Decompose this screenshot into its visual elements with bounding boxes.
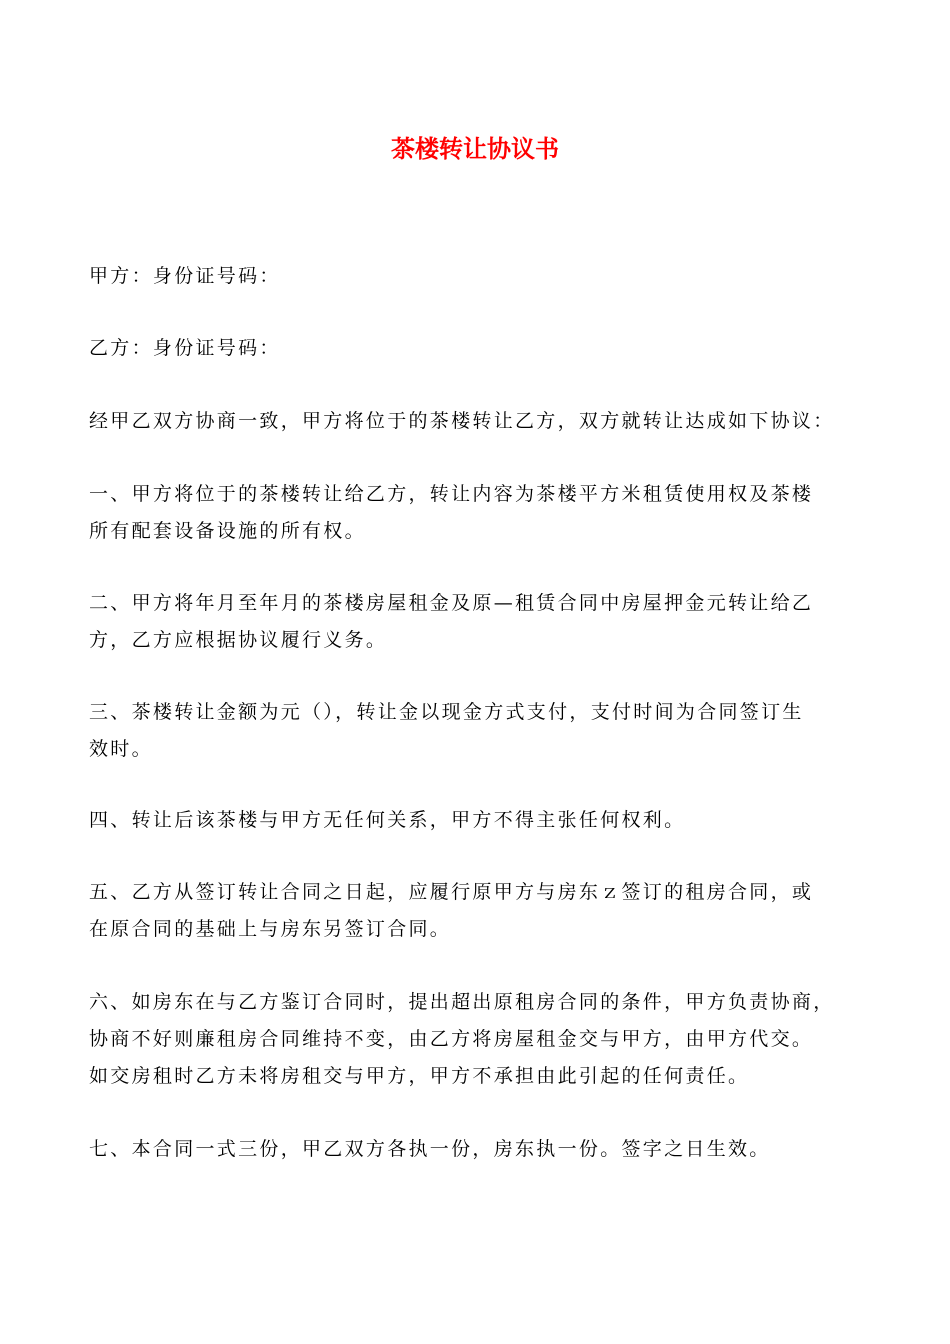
clause-5 [89, 874, 864, 948]
clause-2 [89, 585, 864, 659]
text-line: 如交房租时乙方未将房租交与甲方，甲方不承担由此引起的任何责任。 [89, 1065, 750, 1087]
clause-6 [89, 984, 864, 1095]
clause-1 [89, 476, 864, 550]
document-title: 茶楼转让协议书 [391, 135, 559, 163]
text-line: 六、如房东在与乙方鉴订合同时，提出超出原租房合同的条件，甲方负责协商， [89, 991, 835, 1013]
text-line: 五、乙方从签订转让合同之日起，应履行原甲方与房东ｚ签订的租房合同，或 [89, 881, 814, 903]
clause-4 [89, 802, 864, 839]
text-line: 三、茶楼转让金额为元（），转让金以现金方式支付，支付时间为合同签订生 [89, 701, 804, 723]
text-line: 乙方：身份证号码： [89, 337, 281, 359]
text-line: 方，乙方应根据协议履行义务。 [89, 629, 388, 651]
text-line: 效时。 [89, 738, 153, 760]
text-line: 在原合同的基础上与房东另签订合同。 [89, 918, 452, 940]
text-line: 一、甲方将位于的茶楼转让给乙方，转让内容为茶楼平方米租赁使用权及茶楼 [89, 483, 814, 505]
text-line: 所有配套设备设施的所有权。 [89, 520, 366, 542]
text-line: 经甲乙双方协商一致，甲方将位于的茶楼转让乙方，双方就转让达成如下协议： [89, 410, 835, 432]
text-line: 甲方：身份证号码： [89, 265, 281, 287]
text-line: 四、转让后该茶楼与甲方无任何关系，甲方不得主张任何权利。 [89, 809, 686, 831]
text-line: 七、本合同一式三份，甲乙双方各执一份，房东执一份。签字之日生效。 [89, 1138, 771, 1160]
clause-3 [89, 694, 864, 768]
party-a-line [89, 258, 864, 295]
text-line: 二、甲方将年月至年月的茶楼房屋租金及原—租赁合同中房屋押金元转让给乙 [89, 592, 814, 614]
clause-7 [89, 1131, 864, 1168]
text-line: 协商不好则廉租房合同维持不变，由乙方将房屋租金交与甲方，由甲方代交。 [89, 1028, 814, 1050]
party-b-line [89, 330, 864, 367]
preamble-paragraph [89, 403, 864, 440]
